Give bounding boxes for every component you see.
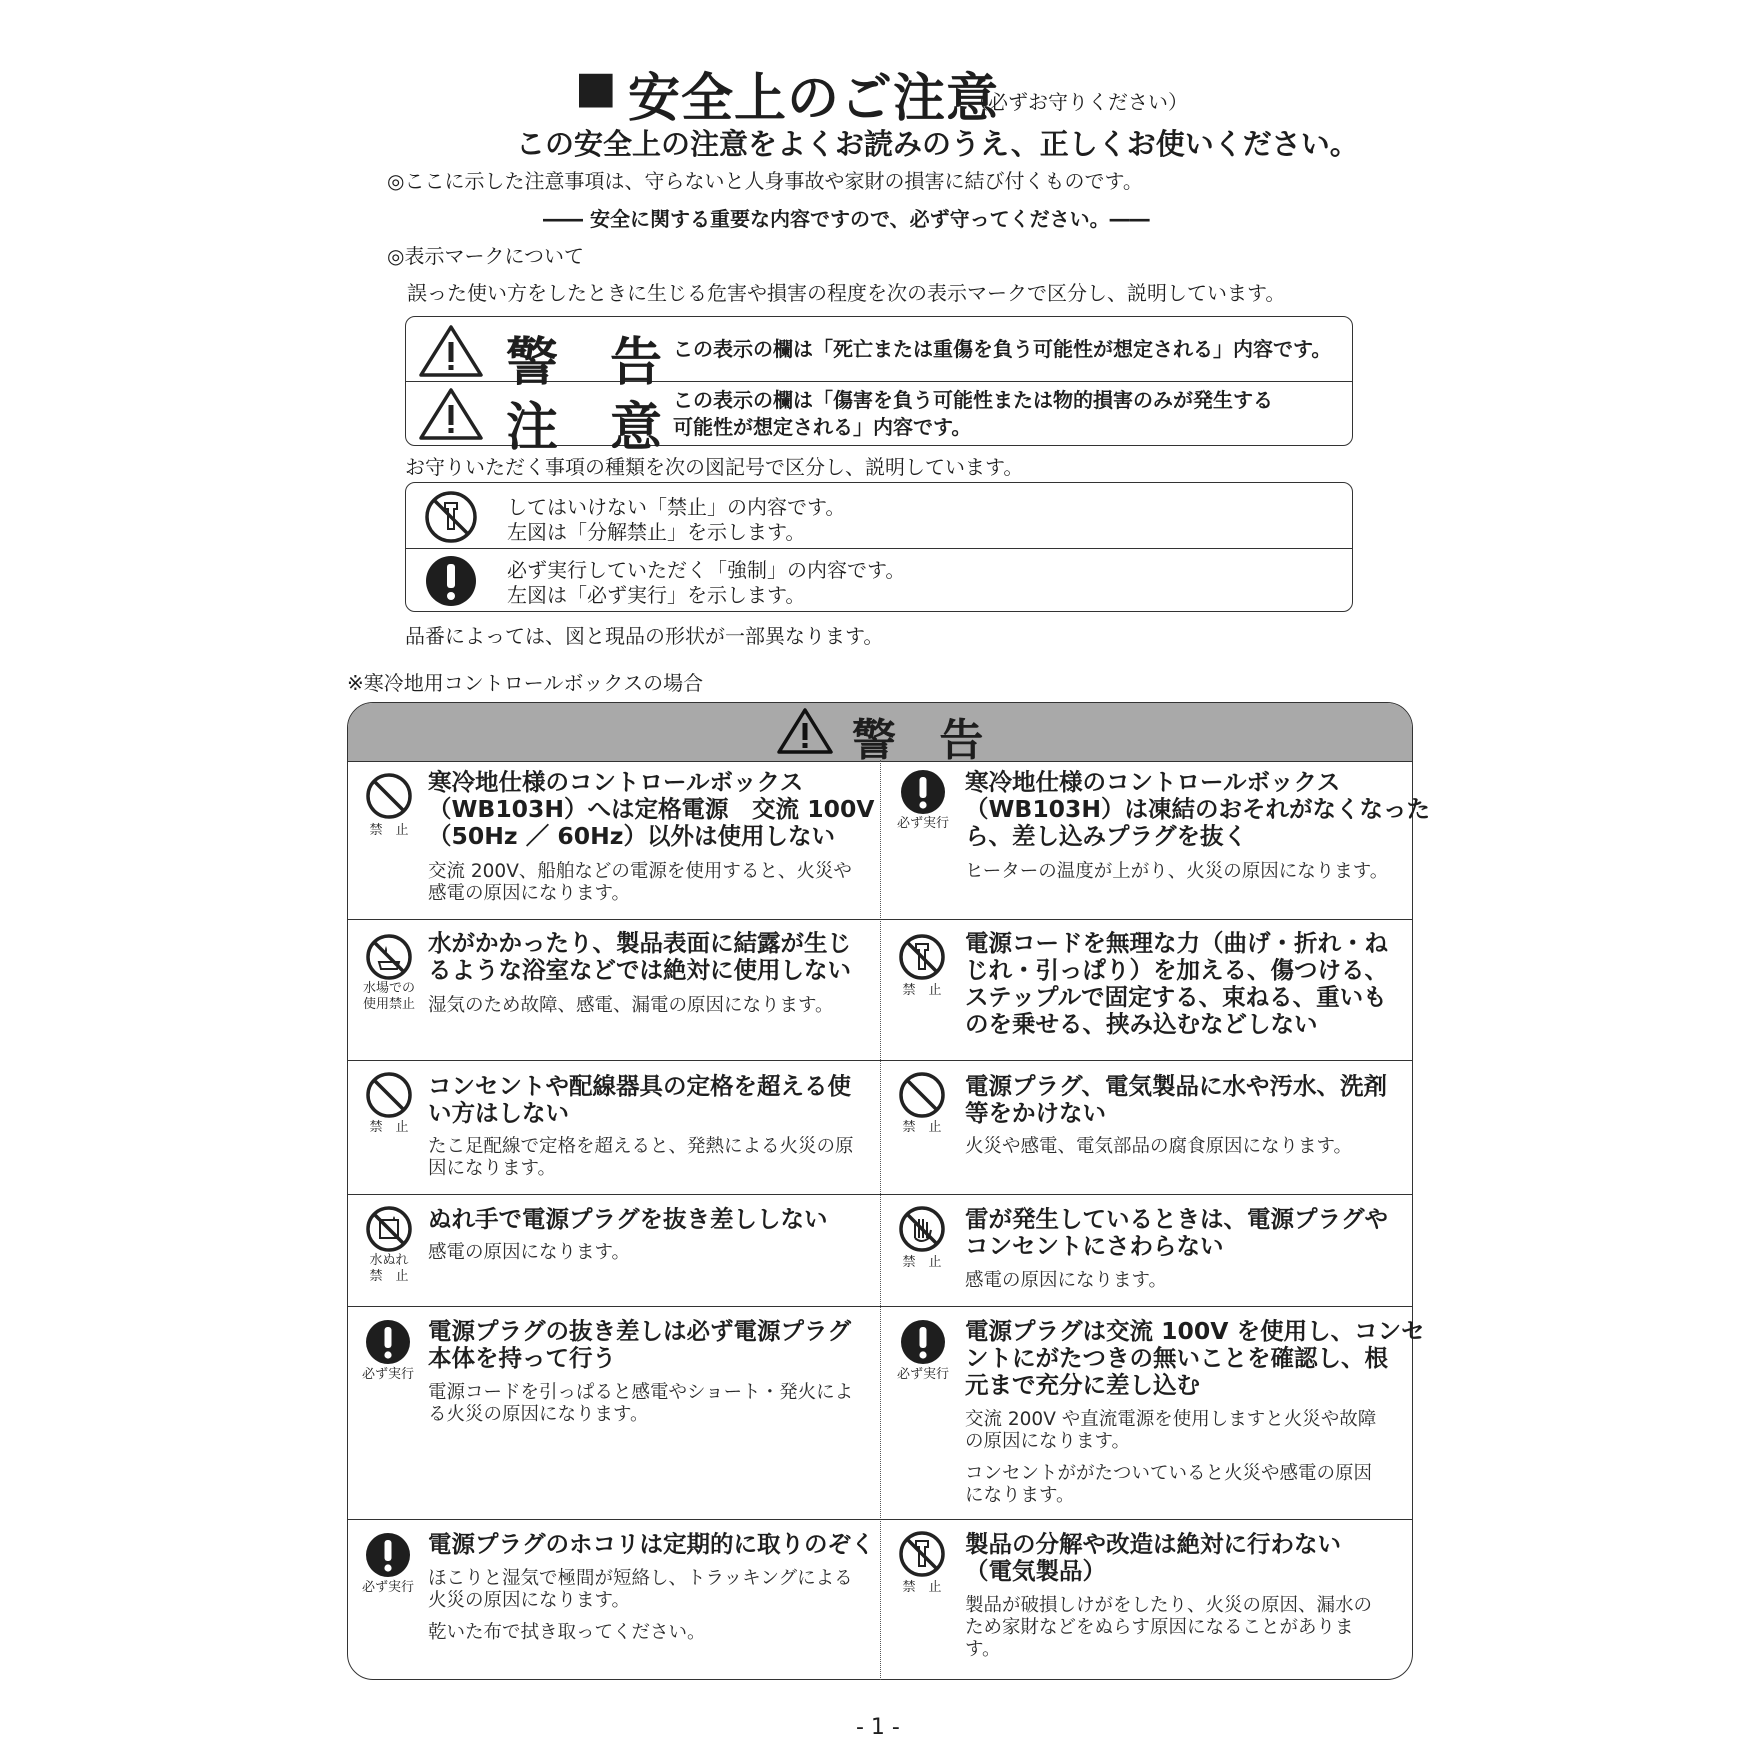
symbols-intro: お守りいただく事項の種類を次の図記号で区分し、説明しています。 <box>405 455 1024 479</box>
warning-title-line: （WB103H）は凍結のおそれがなくなった <box>965 795 1431 823</box>
warning-title-line: 寒冷地仕様のコントロールボックス <box>428 768 804 796</box>
warning-title-line: じれ・引っぱり）を加える、傷つける、 <box>965 956 1388 984</box>
marks-heading: ◎表示マークについて <box>387 244 585 268</box>
warning-title-line: のを乗せる、挟み込むなどしない <box>965 1010 1318 1038</box>
signal-word-caution: 注 意 <box>506 398 663 458</box>
caution-triangle-icon <box>418 387 484 441</box>
symbol-prohibited-line-2: 左図は「分解禁止」を示します。 <box>507 520 806 544</box>
warning-triangle-icon <box>418 324 484 378</box>
warning-title-line: 電源プラグ、電気製品に水や汚水、洗剤 <box>965 1072 1388 1100</box>
row-divider <box>348 919 1412 920</box>
no-disassembly-icon <box>897 932 947 982</box>
title-note: （必ずお守りください） <box>968 90 1188 114</box>
warning-body-line: ヒーターの温度が上がり、火災の原因になります。 <box>965 861 1389 882</box>
warning-body-line: る火災の原因になります。 <box>428 1404 649 1425</box>
warning-title-line: 電源プラグのホコリは定期的に取りのぞく <box>428 1530 875 1558</box>
symbol-prohibited-line-1: してはいけない「禁止」の内容です。 <box>507 495 846 519</box>
intro-note: ◎ここに示した注意事項は、守らないと人身事故や家財の損害に結び付くものです。 <box>387 169 1143 193</box>
warning-title-line: コンセントや配線器具の定格を超える使 <box>428 1072 851 1100</box>
page-number: - 1 - <box>856 1715 900 1740</box>
no-wet-area-icon <box>364 932 414 982</box>
warning-table-title: 警 告 <box>852 715 998 766</box>
no-disassembly-icon <box>423 489 479 545</box>
mandatory-icon <box>899 1318 947 1366</box>
importance-note: ―― 安全に関する重要な内容ですので、必ず守ってください。―― <box>543 207 1150 231</box>
warning-title-line: （WB103H）へは定格電源 交流 100V <box>428 795 875 823</box>
warning-title-line: 電源コードを無理な力（曲げ・折れ・ね <box>965 929 1388 957</box>
warning-body-line: になります。 <box>965 1485 1075 1506</box>
warning-title-line: 本体を持って行う <box>428 1344 616 1372</box>
row-divider <box>348 1060 1412 1061</box>
icon-caption: 禁 止 <box>369 1120 409 1135</box>
no-disassembly-icon <box>897 1529 947 1579</box>
warning-title-line: ントにがたつきの無いことを確認し、根 <box>965 1344 1388 1372</box>
warning-body-line: 火災の原因になります。 <box>428 1590 631 1611</box>
prohibited-icon <box>897 1070 947 1120</box>
warning-body-line: 火災や感電、電気部品の腐食原因になります。 <box>965 1136 1353 1157</box>
warning-title-line: ぬれ手で電源プラグを抜き差ししない <box>428 1205 828 1233</box>
shape-note: 品番によっては、図と現品の形状が一部異なります。 <box>405 624 884 648</box>
warning-title-line: 製品の分解や改造は絶対に行わない <box>965 1530 1341 1558</box>
signal-word-caution-desc-1: この表示の欄は「傷害を負う可能性または物的損害のみが発生する <box>673 388 1273 412</box>
warning-title-line: ステップルで固定する、束ねる、重いも <box>965 983 1387 1011</box>
warning-body-line: 感電の原因になります。 <box>428 883 631 904</box>
warning-body-line: 乾いた布で拭き取ってください。 <box>428 1622 706 1643</box>
warning-body-line: す。 <box>965 1639 1001 1660</box>
warning-title-line: 雷が発生しているときは、電源プラグや <box>965 1205 1388 1233</box>
mandatory-icon <box>364 1531 412 1579</box>
warning-body-line: 製品が破損しけがをしたり、火災の原因、漏水の <box>965 1595 1373 1616</box>
warning-body-line: 交流 200V、船舶などの電源を使用すると、火災や <box>428 861 852 882</box>
signal-word-warning: 警 告 <box>506 333 663 393</box>
mandatory-icon <box>423 553 479 609</box>
title-marker: ■ <box>575 62 617 113</box>
icon-caption: 禁 止 <box>902 1120 942 1135</box>
row-divider <box>348 1519 1412 1520</box>
mandatory-icon <box>899 768 947 816</box>
warning-title-line: （50Hz ／ 60Hz）以外は使用しない <box>428 822 835 850</box>
cold-region-note: ※寒冷地用コントロールボックスの場合 <box>347 671 704 695</box>
icon-caption: 水ぬれ 禁 止 <box>369 1253 409 1284</box>
icon-caption: 禁 止 <box>902 1255 942 1270</box>
icon-caption: 水場での 使用禁止 <box>362 981 415 1012</box>
warning-title-line: 等をかけない <box>965 1099 1106 1127</box>
warning-body-line: 因になります。 <box>428 1158 557 1179</box>
signal-word-caution-desc-2: 可能性が想定される」内容です。 <box>673 415 972 439</box>
icon-caption: 必ず実行 <box>896 816 949 831</box>
symbol-mandatory-line-2: 左図は「必ず実行」を示します。 <box>507 583 806 607</box>
warning-title-line: 水がかかったり、製品表面に結露が生じ <box>428 929 851 957</box>
mandatory-icon <box>364 1318 412 1366</box>
icon-caption: 禁 止 <box>902 983 942 998</box>
icon-caption: 必ず実行 <box>361 1580 414 1595</box>
icon-caption: 必ず実行 <box>361 1367 414 1382</box>
warning-body-line: 交流 200V や直流電源を使用しますと火災や故障 <box>965 1409 1377 1430</box>
no-touch-icon <box>897 1204 947 1254</box>
icon-caption: 必ず実行 <box>896 1367 949 1382</box>
warning-body-line: 感電の原因になります。 <box>428 1242 631 1263</box>
warning-body-line: コンセントががたついていると火災や感電の原因 <box>965 1463 1373 1484</box>
warning-body-line: の原因になります。 <box>965 1431 1131 1452</box>
icon-caption: 禁 止 <box>369 823 409 838</box>
icon-caption: 禁 止 <box>902 1580 942 1595</box>
divider <box>406 548 1352 549</box>
warning-body-line: たこ足配線で定格を超えると、発熱による火災の原 <box>428 1136 854 1157</box>
warning-title-line: （電気製品） <box>965 1557 1106 1585</box>
warning-title-line: るような浴室などでは絶対に使用しない <box>428 956 851 984</box>
prohibited-icon <box>364 1070 414 1120</box>
no-wet-hands-icon <box>364 1204 414 1254</box>
signal-word-warning-desc: この表示の欄は「死亡または重傷を負う可能性が想定される」内容です。 <box>673 337 1332 361</box>
warning-title-line: 元まで充分に差し込む <box>965 1371 1200 1399</box>
marks-description: 誤った使い方をしたときに生じる危害や損害の程度を次の表示マークで区分し、説明しています。 <box>407 281 1286 305</box>
warning-title-line: 寒冷地仕様のコントロールボックス <box>965 768 1341 796</box>
warning-title-line: コンセントにさわらない <box>965 1232 1224 1260</box>
warning-title-line: ら、差し込みプラグを抜く <box>965 822 1247 850</box>
warning-title-line: 電源プラグは交流 100V を使用し、コンセ <box>965 1317 1425 1345</box>
warning-body-line: 感電の原因になります。 <box>965 1270 1168 1291</box>
warning-body-line: 湿気のため故障、感電、漏電の原因になります。 <box>428 995 834 1016</box>
page-subtitle: この安全上の注意をよくお読みのうえ、正しくお使いください。 <box>516 127 1359 161</box>
warning-title-line: 電源プラグの抜き差しは必ず電源プラグ <box>428 1317 851 1345</box>
warning-triangle-icon <box>776 707 834 755</box>
column-divider <box>880 760 881 1680</box>
warning-title-line: い方はしない <box>428 1099 569 1127</box>
prohibited-icon <box>364 771 414 821</box>
warning-body-line: ほこりと湿気で極間が短絡し、トラッキングによる <box>428 1568 853 1589</box>
warning-body-line: ため家財などをぬらす原因になることがありま <box>965 1617 1354 1638</box>
row-divider <box>348 1306 1412 1307</box>
row-divider <box>348 1194 1412 1195</box>
page-title: 安全上のご注意 <box>628 69 1000 129</box>
warning-body-line: 電源コードを引っぱると感電やショート・発火によ <box>428 1382 854 1403</box>
symbol-mandatory-line-1: 必ず実行していただく「強制」の内容です。 <box>507 558 906 582</box>
